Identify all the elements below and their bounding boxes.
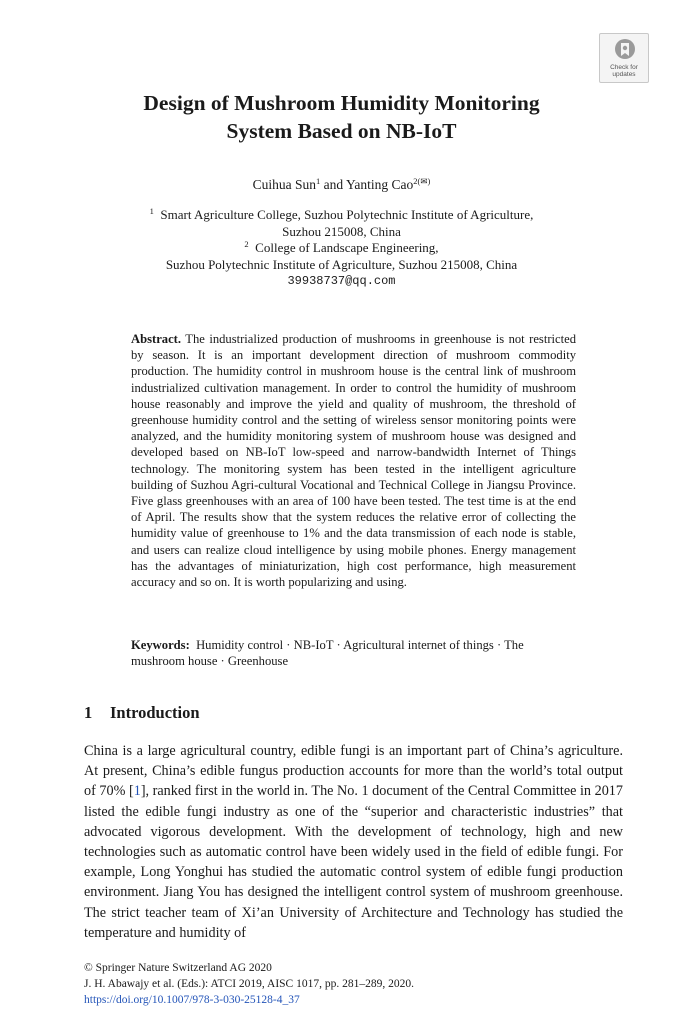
section-heading [84, 703, 200, 723]
doi-link[interactable]: https://doi.org/10.1007/978-3-030-25128-4_37 [84, 994, 300, 1006]
body-text: ], ranked first in the world in. The No. 1 document of the Central Committee in 2017 listed the edible fungi industry as one of the “superior and characteristic industries” that advocated vigorous development. With the development of technology, high and new technologies such as automatic control have been widely used in the field of edible fungi. For example, Long Yonghui has studied the automatic control system of edible fungi production environment. Jiang You has designed the intelligent control system of mushroom greenhouse. The strict teacher team of Xi’an University of Architecture and Technology has studied the temperature and humidity of [84, 783, 623, 941]
check-for-updates-badge[interactable] [599, 33, 649, 83]
author-name: Cuihua Sun [252, 177, 317, 192]
author-name: Yanting Cao [346, 177, 414, 192]
introduction-paragraph [84, 741, 623, 943]
keywords-text: Humidity control · NB-IoT · Agricultural internet of things · The mushroom house · Greenhouse [131, 638, 524, 669]
copyright-line: © Springer Nature Switzerland AG 2020 [84, 962, 272, 974]
badge-label: Check for updates [610, 64, 638, 78]
affiliations [80, 207, 603, 290]
keywords [131, 637, 551, 669]
citation-link[interactable]: 1 [133, 783, 141, 800]
bookmark-icon [614, 38, 636, 62]
abstract [131, 331, 576, 590]
section-title: Introduction [110, 703, 200, 722]
author-conjunction: and [320, 177, 347, 192]
abstract-text: The industrialized production of mushrooms in greenhouse is not restricted by season. It is an important development direction of mushroom commodity production. The humidity control in mushroom house is the central link of mushroom industrialized cultivation management. In order to control the humidity of mushroom house reasonably and improve the yield and quality of mushroom, the threshold of greenhouse humidity control and the setting of wireless sensor monitoring points were analyzed, and the humidity monitoring system of mushroom house was designed and developed based on NB-IoT low-speed and narrow-bandwidth Internet of Things technology. The monitoring system has been tested in the intelligent agriculture building of Suzhou Agri-cultural Vocational and Technical College in Jiangsu Province. Five glass greenhouses with an area of 100 have been tested. The test time is at the end of April. The results show that the system reduces the relative error of collecting the humidity value of greenhouse to 1% and the data transmission of each node is stable, and users can realize cloud intelligence by using mobile phones. Energy management has the advantages of miniaturization, high cost performance, high measurement accuracy and so on. It is worth popularizing and using. [131, 332, 576, 590]
affiliation-1-line-1: $^1$ Smart Agriculture College, Suzhou Polytechnic Institute of Agriculture, [149, 206, 534, 222]
paper-title-line-1: Design of Mushroom Humidity Monitoring [143, 91, 540, 115]
author-email[interactable]: 39938737@qq.com [287, 274, 396, 288]
affiliation-2-line-1: $^2$ College of Landscape Engineering, [244, 239, 439, 255]
keywords-label: Keywords: [131, 638, 190, 652]
publication-footer [84, 960, 414, 1008]
abstract-label: Abstract. [131, 332, 182, 346]
affiliation-mark: 2 [244, 239, 249, 249]
citation-line: J. H. Abawajy et al. (Eds.): ATCI 2019, AISC 1017, pp. 281–289, 2020. [84, 978, 414, 990]
section-number: 1 [84, 703, 93, 722]
affiliation-1-line-2: Suzhou 215008, China [282, 223, 401, 239]
paper-title-line-2: System Based on NB-IoT [226, 119, 457, 143]
body-text: China is a large agricultural country, edible fungi is an important part of China’s agriculture. At present, China’s edible fungus production accounts for more than the world’s total output of 70% [ [84, 743, 623, 800]
author-affiliation-mark: 2(✉) [413, 176, 431, 186]
author-line [80, 177, 603, 193]
author-affiliation-mark: 1 [316, 176, 321, 186]
affiliation-mark: 1 [149, 206, 154, 216]
affiliation-2-line-2: Suzhou Polytechnic Institute of Agriculture, Suzhou 215008, China [165, 256, 518, 272]
